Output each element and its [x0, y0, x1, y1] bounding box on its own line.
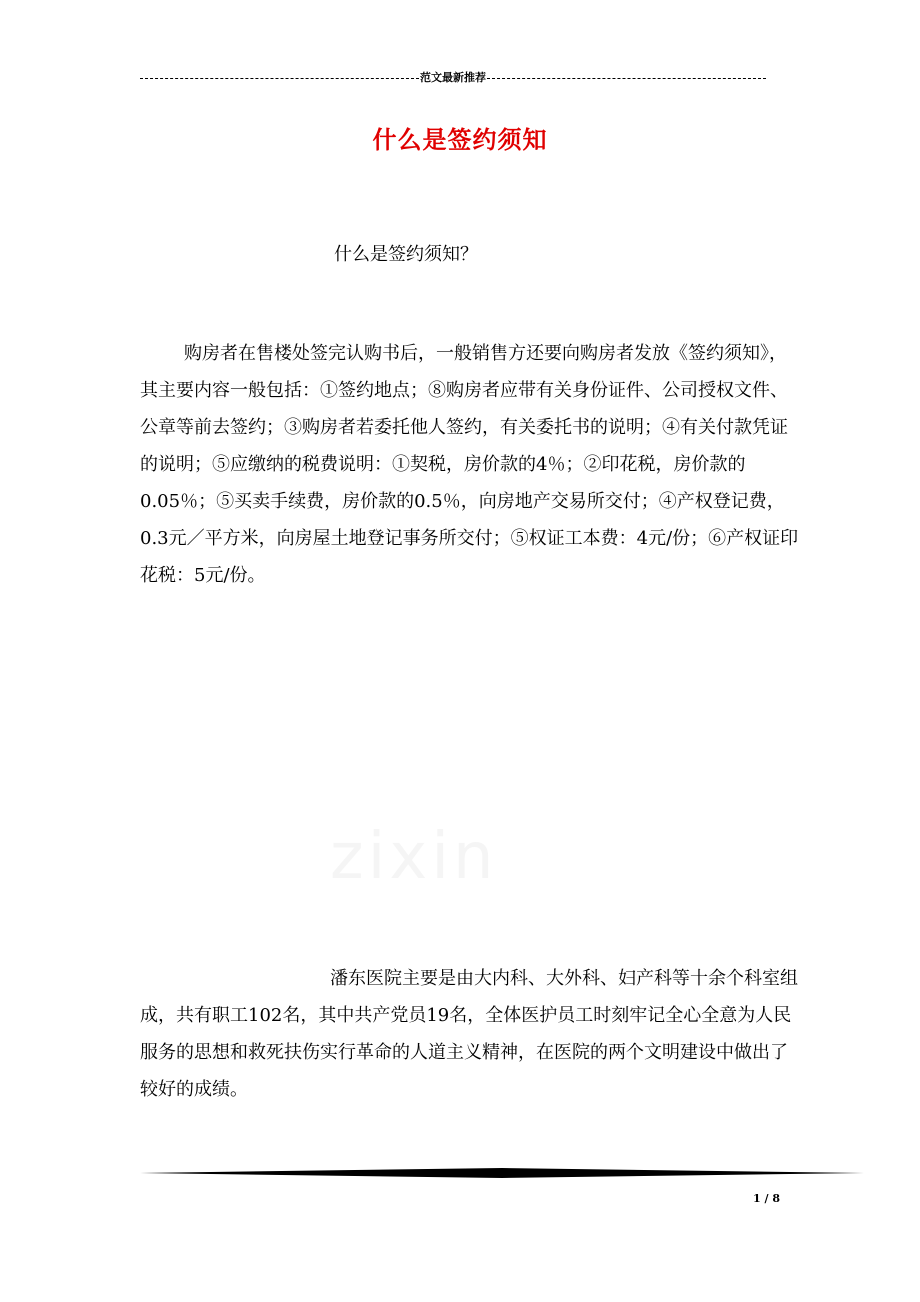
footer-rule [140, 1166, 864, 1180]
header-text: 范文最新推荐 [420, 71, 486, 84]
page-header [140, 68, 766, 86]
document-title: 什么是签约须知 [372, 126, 548, 154]
header-dash-right [487, 78, 766, 79]
body-paragraph-1: 购房者在售楼处签完认购书后，一般销售方还要向购房者发放《签约须知》，其主要内容一般包括：①签约地点；⑧购房者应带有关身份证件、公司授权文件、公章等前去签约；③购房者若委托他人签约，有关委托书的说明；④有关付款凭证的说明；⑤应缴纳的税费说明：①契税，房价款的4％；②印花税，房价款的0.05％；⑤买卖手续费，房价款的0.5％，向房地产交易所交付；④产权登记费，0.3元／平方米，向房屋土地登记事务所交付；⑤权证工本费：4元/份；⑥产权证印花税：5元/份。 [140, 343, 799, 586]
document-subtitle: 什么是签约须知？ [334, 244, 478, 265]
page-number: 1 / 8 [753, 1192, 780, 1205]
body-paragraph-2: 潘东医院主要是由大内科、大外科、妇产科等十余个科室组成，共有职工102名，其中共产党员19名，全体医护员工时刻牢记全心全意为人民服务的思想和救死扶伤实行革命的人道主义精神，在医院的两个文明建设中做出了较好的成绩。 [140, 968, 798, 1100]
watermark: zixin [330, 820, 498, 894]
header-dash-left [140, 78, 419, 79]
